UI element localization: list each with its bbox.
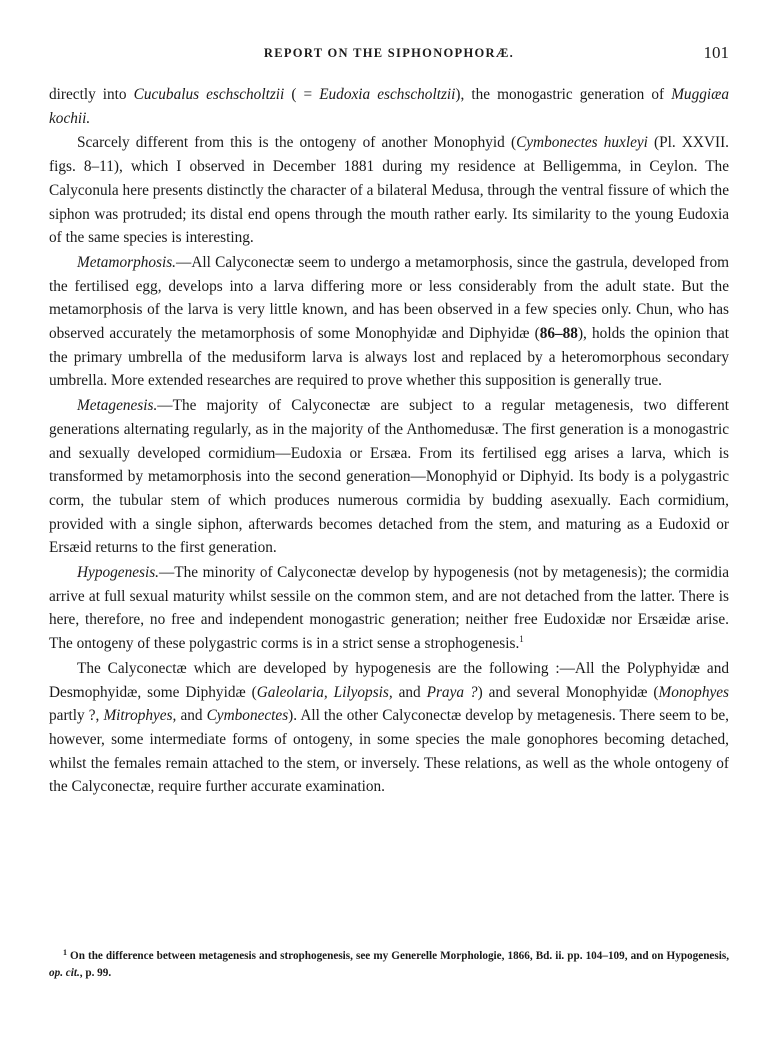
species-name: Cymbonectes huxleyi [516,134,648,152]
text-run: —The minority of Calyconectæ develop by hypogenesis (not by metagenesis); the cormidia arrive at full sexual maturity whilst sessile on the common stem, and are not detached from the latter. There is here, therefore, no free and independent monogastric generation; neither free Eudoxidæ nor Ersæidæ arise. The ontogeny of these polygastric corms is in a strict sense a strophogenesis. [49,564,729,653]
footnotes [49,945,729,981]
citation-abbrev: op. cit. [49,966,80,979]
genus-name: Praya ? [426,683,478,701]
text-run: and [392,683,427,701]
text-run: ), the monogastric generation of [455,86,672,103]
genus-name: Mitrophyes, [103,707,177,725]
paragraph-metagenesis [49,394,729,560]
body-text [49,83,729,799]
text-run: , p. 99. [79,966,112,979]
text-run: —All Calyconectæ seem to undergo a metamorphosis, since the gastrula, developed from the fertilised egg, develops into a larva differing more or less considerably from the adult state. But the metamorphosis of the larva is very little known, and has been observed in a few species only. Chun, who has observed accurately the metamorphosis of some Monophyidæ and Diphyidæ ( [49,253,729,343]
paragraph-cymbonectes [49,131,729,250]
text-run: On the difference between metagenesis and strophogenesis, see my Generelle Morphologie, 1866, Bd. ii. pp. 104–109, and on Hypogenesis, [70,950,729,962]
paragraph-continuation [49,83,729,130]
page-number: 101 [703,43,729,62]
text-run: The Calyconectæ which are developed by hypogenesis are the following :—All the Polyphyidæ and Desmophyidæ, some Diphyidæ ( [49,659,729,701]
species-name: Eudoxia eschscholtzii [319,86,456,103]
text-run: directly into [49,86,134,103]
section-heading: Metamorphosis. [77,253,177,271]
paragraph-metamorphosis [49,251,729,393]
text-run: ), holds the opinion that the primary umbrella of the medusiform larva is always lost and replaced by a heteromorphous secondary umbrella. More extended researches are required to prove whether this supposition is generally true. [49,325,729,390]
footnote-reference[interactable]: 1 [519,634,524,645]
footnote-mark: 1 [63,948,67,957]
reference-number: 86–88 [539,325,578,343]
text-run: ( = [284,86,320,103]
section-heading: Hypogenesis. [77,564,159,582]
section-heading: Metagenesis. [77,397,158,415]
species-name: Cucubalus eschscholtzii [133,86,285,103]
running-title: REPORT ON THE SIPHONOPHORÆ. [263,46,515,60]
genus-name: Monophyes [658,683,730,701]
footnote-1 [49,945,729,981]
text-run: Scarcely different from this is the ontogeny of another Monophyid ( [77,134,517,152]
paragraph-hypogenesis [49,561,729,656]
text-run: ). All the other Calyconectæ develop by metagenesis. There seem to be, however, some intermediate forms of ontogeny, in some species the male gonophores becoming detached, whilst the females remain attached to the stem, or inversely. These relations, as well as the whole ontogeny of the Calyconectæ, require further accurate examination. [49,707,729,796]
genus-name: Galeolaria, Lilyopsis, [256,683,393,701]
text-run: partly ?, [49,707,104,725]
text-run: —The majority of Calyconectæ are subject to a regular metagenesis, two different generations alternating regularly, as in the majority of the Anthomedusæ. The first generation is a monogastric and sexually developed cormidium—Eudoxia or Ersæa. From its fertilised egg arises a larva, which is transformed by metamorphosis into the second generation—Monophyid or Diphyid. Its body is a polygastric corm, the tubular stem of which produces numerous cormidia by budding asexually. Each cormidium, provided with a single siphon, afterwards becomes detached from the stem, and maturing as a Eudoxid or Ersæid returns to the first generation. [49,397,729,557]
text-run: and [176,707,207,725]
species-name: Muggiæa kochii. [49,86,729,127]
paragraph-calyconectae-list [49,657,729,799]
genus-name: Cymbonectes [206,707,289,725]
text-run: (Pl. XXVII. figs. 8–11), which I observed in December 1881 during my residence at Belligemma, in Ceylon. The Calyconula here presents distinctly the character of a bilateral Medusa, through the ventral fissure of which the siphon was protruded; its distal end opens through the mouth rather early. Its similarity to the young Eudoxia of the same species is interesting. [49,134,730,247]
text-run: ) and several Monophyidæ ( [477,683,659,701]
page-header [49,44,729,68]
